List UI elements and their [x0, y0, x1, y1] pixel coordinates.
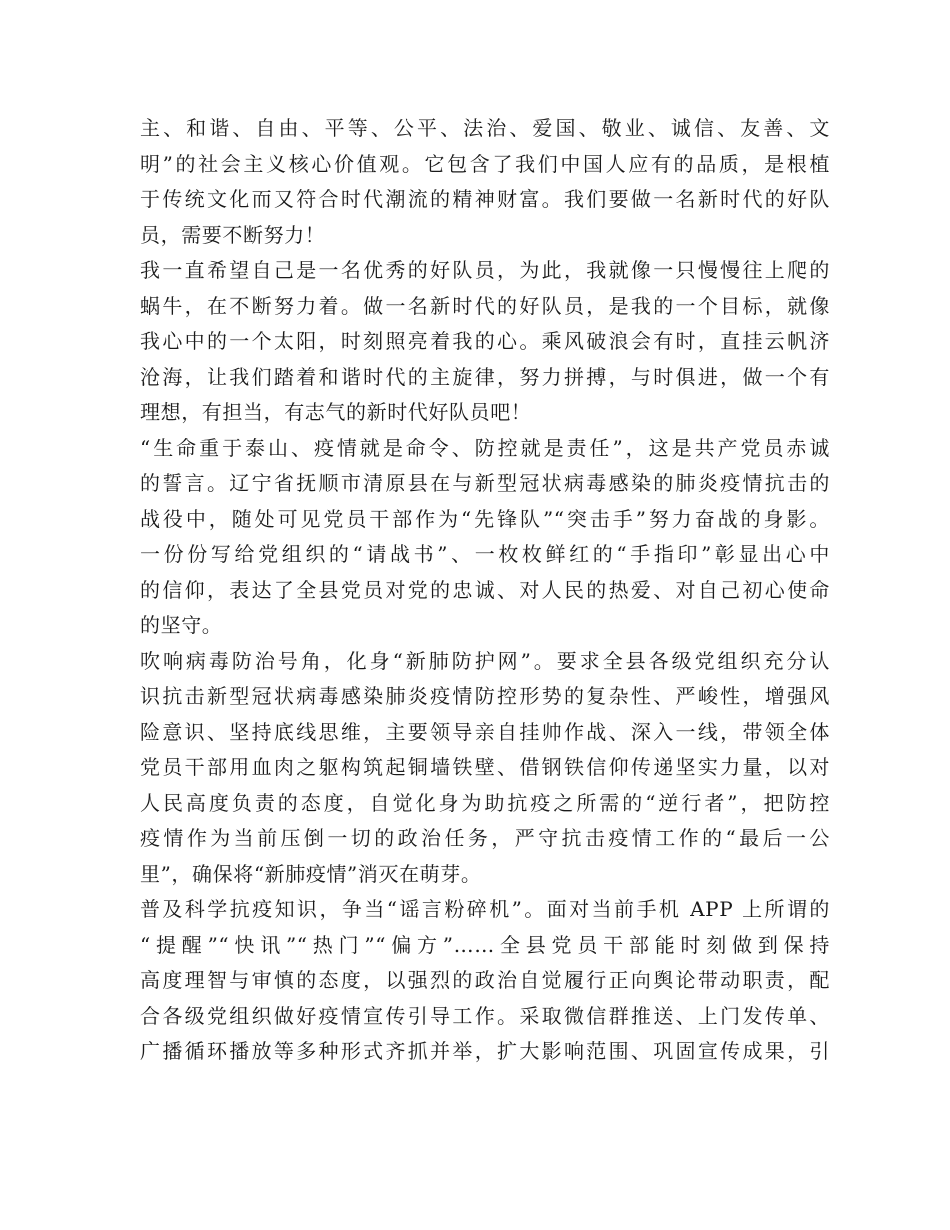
text-line: 沧海，让我们踏着和谐时代的主旋律，努力拼搏，与时俱进，做一个有 — [140, 364, 830, 389]
text-line: 的信仰，表达了全县党员对党的忠诚、对人民的热爱、对自己初心使命 — [140, 577, 830, 602]
text-line: 里”，确保将“新肺疫情”消灭在萌芽。 — [140, 861, 482, 886]
text-line: 人民高度负责的态度，自觉化身为助抗疫之所需的“逆行者”，把防控 — [140, 790, 830, 815]
text-line: 一份份写给党组织的“请战书”、一枚枚鲜红的“手指印”彰显出心中 — [140, 542, 830, 566]
text-line: 险意识、坚持底线思维，主要领导亲自挂帅作战、深入一线，带领全体 — [140, 719, 830, 744]
text-line: 战役中，随处可见党员干部作为“先锋队”“突击手”努力奋战的身影。 — [140, 506, 830, 531]
text-line: 党员干部用血肉之躯构筑起铜墙铁壁、借钢铁信仰传递坚实力量，以对 — [140, 755, 830, 779]
text-line: 于传统文化而又符合时代潮流的精神财富。我们要做一名新时代的好队 — [140, 187, 830, 211]
text-line: “提醒”“快讯”“热门”“偏方”……全县党员干部能时刻做到保持 — [140, 932, 830, 957]
text-line: 普及科学抗疫知识，争当“谣言粉碎机”。面对当前手机 APP 上所谓的 — [140, 897, 830, 921]
text-line: 员，需要不断努力！ — [140, 222, 326, 247]
text-line: 疫情作为当前压倒一切的政治任务，严守抗击疫情工作的“最后一公 — [140, 826, 830, 850]
document-text-body — [140, 111, 830, 1070]
text-line: 识抗击新型冠状病毒感染肺炎疫情防控形势的复杂性、严峻性，增强风 — [140, 684, 830, 708]
text-line: 高度理智与审慎的态度，以强烈的政治自觉履行正向舆论带动职责，配 — [140, 968, 830, 992]
text-line: 蜗牛，在不断努力着。做一名新时代的好队员，是我的一个目标，就像 — [140, 293, 830, 318]
text-line: 的誓言。辽宁省抚顺市清原县在与新型冠状病毒感染的肺炎疫情抗击的 — [140, 471, 830, 495]
text-line: 明”的社会主义核心价值观。它包含了我们中国人应有的品质，是根植 — [140, 151, 830, 176]
text-line: 合各级党组织做好疫情宣传引导工作。采取微信群推送、上门发传单、 — [140, 1003, 830, 1028]
text-line: 的坚守。 — [140, 613, 223, 637]
text-line: 我心中的一个太阳，时刻照亮着我的心。乘风破浪会有时，直挂云帆济 — [140, 329, 830, 353]
text-line: 吹响病毒防治号角，化身“新肺防护网”。要求全县各级党组织充分认 — [140, 648, 830, 673]
text-line: “生命重于泰山、疫情就是命令、防控就是责任”，这是共产党员赤诚 — [140, 435, 830, 460]
text-line: 我一直希望自己是一名优秀的好队员，为此，我就像一只慢慢往上爬的 — [140, 258, 830, 282]
text-line: 广播循环播放等多种形式齐抓并举，扩大影响范围、巩固宣传成果，引 — [140, 1039, 830, 1063]
text-line: 理想，有担当，有志气的新时代好队员吧！ — [140, 400, 532, 424]
text-line: 主、和谐、自由、平等、公平、法治、爱国、敬业、诚信、友善、文 — [140, 116, 830, 140]
